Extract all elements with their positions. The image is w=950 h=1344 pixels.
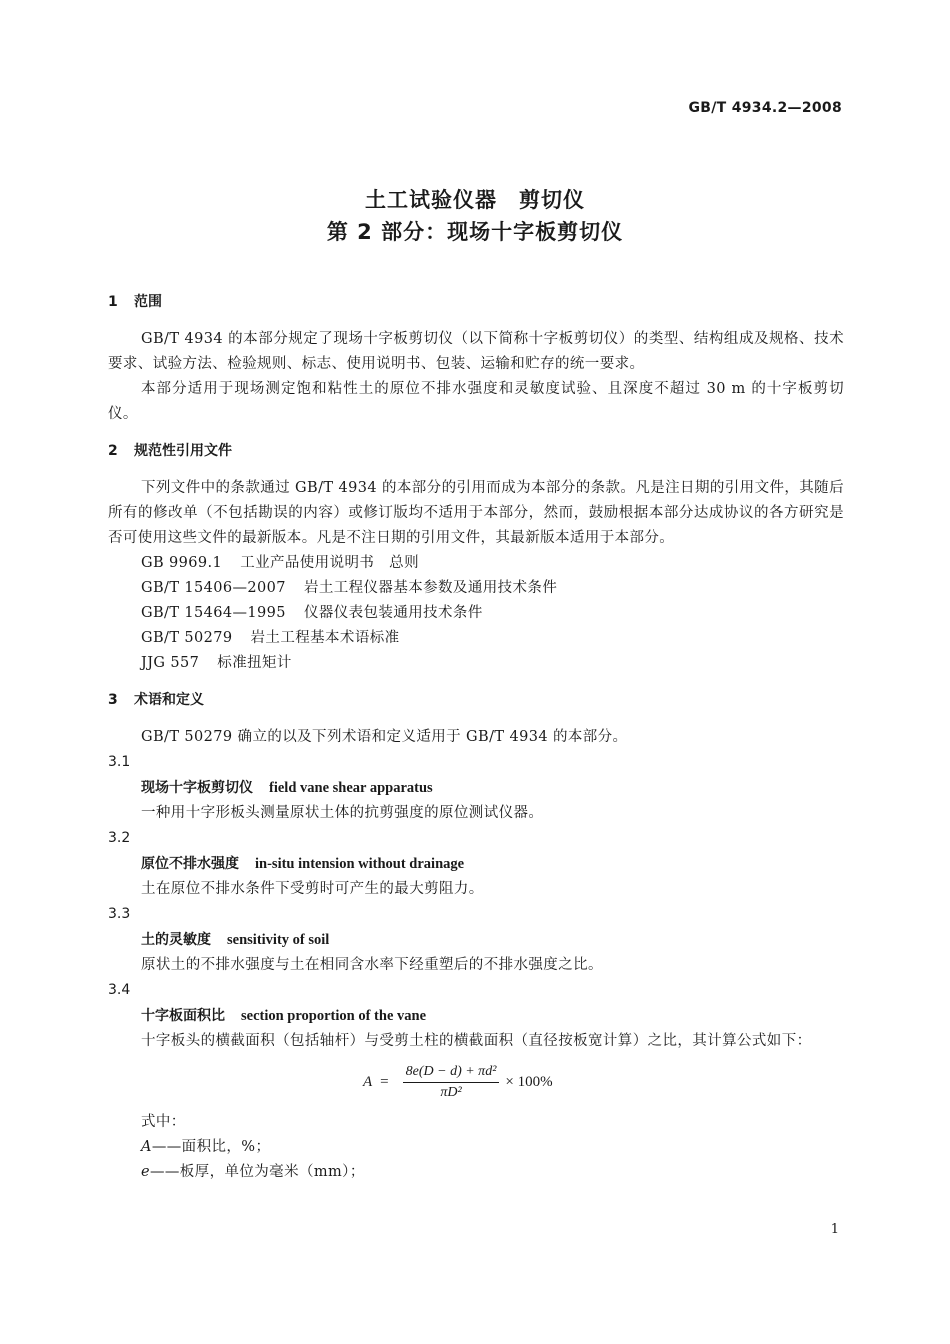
formula-fraction	[403, 1063, 500, 1102]
reference-item	[108, 651, 844, 676]
section-2-heading	[108, 439, 844, 464]
page-number: 1	[830, 1222, 839, 1237]
reference-name: 岩土工程基本术语标准	[250, 630, 400, 646]
reference-code: JJG 557	[141, 655, 200, 671]
area-ratio-formula	[108, 1058, 844, 1108]
formula-numerator: 8e(D − d) + πd²	[403, 1063, 500, 1083]
term-heading	[108, 1003, 844, 1029]
reference-name: 标准扭矩计	[217, 655, 292, 671]
variable-description: ——板厚，单位为毫米（mm）；	[149, 1164, 365, 1180]
term-number: 3.4	[108, 982, 131, 998]
term-number: 3.1	[108, 754, 131, 770]
term-definition: 一种用十字形板头测量原状土体的抗剪强度的原位测试仪器。	[141, 805, 544, 821]
section-3-heading	[108, 688, 844, 713]
reference-name: 岩土工程仪器基本参数及通用技术条件	[303, 580, 558, 596]
document-title-line1: 土工试验仪器 剪切仪	[365, 188, 585, 212]
standard-code: GB/T 4934.2—2008	[688, 100, 842, 116]
formula-rhs: × 100%	[505, 1073, 553, 1090]
section-1-heading	[108, 290, 844, 315]
variable-symbol: A	[141, 1139, 152, 1155]
section-3-intro: GB/T 50279 确立的以及下列术语和定义适用于 GB/T 4934 的本部分。	[141, 729, 628, 745]
term-en: sensitivity of soil	[227, 932, 330, 948]
section-number: 2	[108, 443, 118, 459]
reference-code: GB/T 15406—2007	[141, 580, 286, 596]
section-title: 术语和定义	[134, 692, 204, 708]
variable-description: ——面积比，%；	[151, 1139, 271, 1155]
reference-item	[108, 551, 844, 576]
section-number: 3	[108, 692, 118, 708]
section-number: 1	[108, 294, 118, 310]
term-number: 3.3	[108, 906, 131, 922]
document-body	[108, 290, 844, 1185]
variable-symbol: e	[141, 1164, 150, 1180]
where-label: 式中：	[141, 1114, 186, 1130]
term-zh: 土的灵敏度	[141, 932, 211, 948]
term-heading	[108, 927, 844, 953]
section-title: 范围	[134, 294, 162, 310]
formula-denominator: πD²	[440, 1084, 462, 1100]
reference-code: GB/T 50279	[141, 630, 233, 646]
term-en: field vane shear apparatus	[269, 780, 433, 796]
section-1-paragraph: 本部分适用于现场测定饱和粘性土的原位不排水强度和灵敏度试验、且深度不超过 30 m 的十字板剪切仪。	[108, 381, 844, 422]
formula-lhs: A	[363, 1073, 373, 1090]
section-1-paragraph: GB/T 4934 的本部分规定了现场十字板剪切仪（以下简称十字板剪切仪）的类型、结构组成及规格、技术要求、试验方法、检验规则、标志、使用说明书、包装、运输和贮存的统一要求。	[108, 331, 844, 372]
variable-definition	[108, 1135, 844, 1160]
term-en: section proportion of the vane	[241, 1008, 427, 1024]
term-number: 3.2	[108, 830, 131, 846]
reference-name: 工业产品使用说明书 总则	[240, 555, 419, 571]
term-zh: 原位不排水强度	[141, 856, 239, 872]
term-definition: 原状土的不排水强度与土在相同含水率下经重塑后的不排水强度之比。	[141, 957, 603, 973]
term-zh: 现场十字板剪切仪	[141, 780, 253, 796]
variable-definition	[108, 1160, 844, 1185]
term-definition: 十字板头的横截面积（包括轴杆）与受剪土柱的横截面积（直径按板宽计算）之比，其计算公式如下：	[141, 1033, 812, 1049]
section-2-paragraph: 下列文件中的条款通过 GB/T 4934 的本部分的引用而成为本部分的条款。凡是注日期的引用文件，其随后所有的修改单（不包括勘误的内容）或修订版均不适用于本部分，然而，鼓励根据本部分达成协议的各方研究是否可使用这些文件的最新版本。凡是不注日期的引用文件，其最新版本适用于本部分。	[108, 480, 844, 546]
section-title: 规范性引用文件	[134, 443, 232, 459]
reference-name: 仪器仪表包装通用技术条件	[303, 605, 483, 621]
term-zh: 十字板面积比	[141, 1008, 225, 1024]
reference-item	[108, 601, 844, 626]
reference-code: GB/T 15464—1995	[141, 605, 286, 621]
reference-item	[108, 626, 844, 651]
reference-item	[108, 576, 844, 601]
reference-code: GB 9969.1	[141, 555, 223, 571]
term-heading	[108, 851, 844, 877]
term-definition: 土在原位不排水条件下受剪时可产生的最大剪阻力。	[141, 881, 484, 897]
term-heading	[108, 775, 844, 801]
term-en: in-situ intension without drainage	[255, 856, 465, 872]
formula-equals: =	[380, 1073, 389, 1090]
document-title-line2: 第 2 部分：现场十字板剪切仪	[326, 220, 624, 244]
